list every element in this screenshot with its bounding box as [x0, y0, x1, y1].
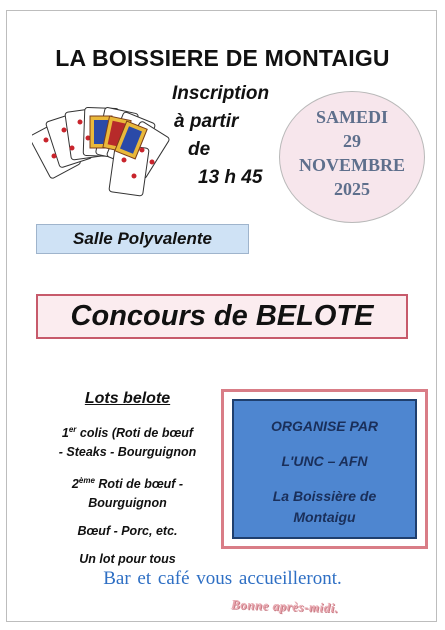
organizer-line-2: L'UNC – AFN — [281, 453, 368, 469]
prize-2-suffix: ème — [78, 476, 95, 486]
prize-1-line-2: - Steaks - Bourguignon — [58, 445, 197, 460]
prize-1-line-1: colis (Roti de bœuf — [76, 426, 194, 441]
bonne-apres-midi-text: Bonne après-midi. — [230, 596, 339, 616]
playing-cards-fan-icon — [32, 98, 172, 198]
organizer-line-4: Montaigu — [293, 509, 356, 525]
prizes-title: Lots belote — [84, 390, 171, 407]
prize-item-4: Un lot pour tous — [79, 552, 176, 567]
organizer-line-1: ORGANISE PAR — [270, 418, 379, 434]
bar-cafe-message: Bar et café vous accueilleront. — [103, 568, 342, 589]
prize-item-2 — [40, 471, 215, 513]
inscription-line-4: 13 h 45 — [198, 167, 263, 188]
date-badge — [279, 91, 425, 223]
date-day: SAMEDI — [315, 107, 388, 127]
poster-title: LA BOISSIERE DE MONTAIGU — [55, 45, 390, 71]
prize-2-line-1: Roti de bœuf - — [94, 477, 184, 492]
event-title: Concours de BELOTE — [36, 294, 408, 339]
venue-label: Salle Polyvalente — [36, 224, 249, 254]
prize-1-suffix: er — [68, 425, 77, 434]
prize-2-number: 2 — [71, 477, 79, 492]
date-year: 2025 — [334, 179, 370, 199]
organizer-frame — [221, 389, 428, 549]
organizer-line-3: La Boissière de — [272, 488, 377, 504]
date-number: 29 — [343, 131, 361, 151]
inscription-line-2: à partir — [174, 111, 239, 132]
inscription-info — [162, 80, 292, 192]
prizes-list — [40, 390, 215, 578]
date-month: NOVEMBRE — [298, 155, 405, 175]
prize-item-1 — [40, 420, 215, 462]
prize-2-line-2: Bourguignon — [88, 496, 167, 511]
organizer-box — [232, 399, 417, 539]
inscription-line-1: Inscription — [172, 83, 270, 104]
prize-item-3: Bœuf - Porc, etc. — [77, 524, 178, 539]
prize-1-number: 1 — [61, 426, 69, 441]
inscription-line-3: de — [188, 139, 211, 160]
